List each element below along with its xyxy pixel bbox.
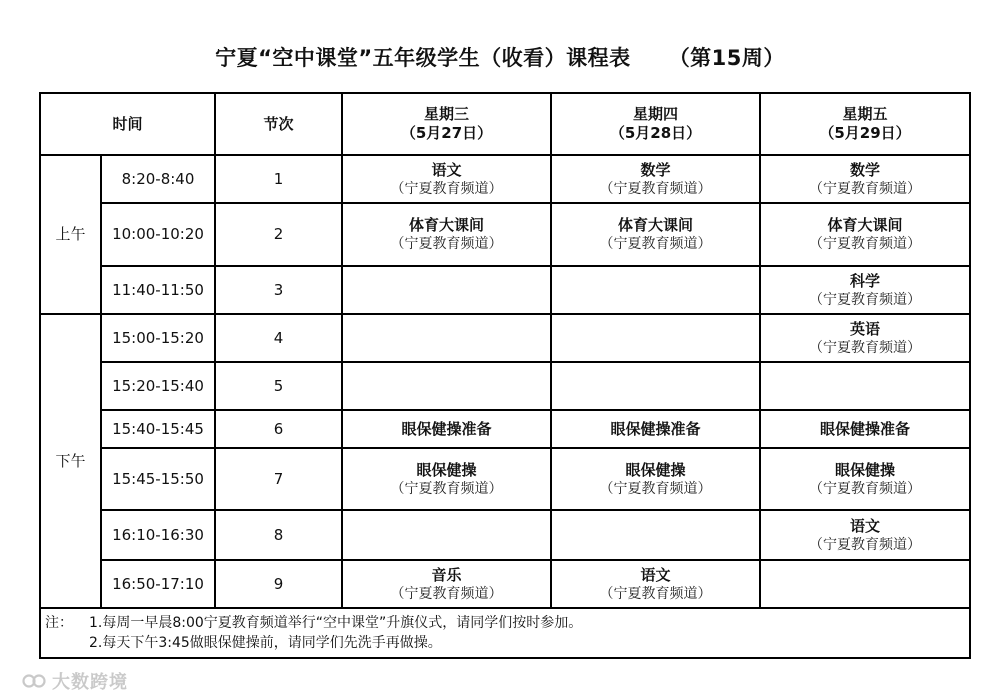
course-cell: [342, 448, 551, 510]
course-subject: 语文: [431, 160, 462, 179]
course-channel: （宁夏教育频道）: [809, 180, 922, 197]
note-line: 1.每周一早晨8:00宁夏教育频道举行“空中课堂”升旗仪式，请同学们按时参加。: [89, 615, 583, 631]
course-cell: [342, 410, 551, 448]
period-cell: 9: [215, 560, 342, 608]
course-cell: [760, 155, 970, 203]
watermark: [22, 668, 128, 694]
time-cell: 15:20-15:40: [101, 362, 215, 410]
table-row: [40, 266, 970, 314]
course-channel: （宁夏教育频道）: [390, 180, 503, 197]
course-subject: 眼保健操准备: [820, 419, 911, 438]
course-subject: 科学: [850, 271, 881, 290]
brand-logo-icon: [22, 672, 48, 690]
course-cell: [760, 266, 970, 314]
course-cell: [342, 510, 551, 560]
course-cell: [760, 510, 970, 560]
header-period: 节次: [215, 93, 342, 155]
course-subject: 眼保健操: [416, 460, 477, 479]
time-cell: 11:40-11:50: [101, 266, 215, 314]
notes-lines: [89, 613, 582, 653]
page-title: [0, 42, 1000, 72]
time-cell: 15:40-15:45: [101, 410, 215, 448]
course-subject: 英语: [850, 319, 881, 338]
table-row: [40, 510, 970, 560]
schedule-table: [39, 92, 971, 659]
course-channel: （宁夏教育频道）: [809, 291, 922, 308]
period-cell: 7: [215, 448, 342, 510]
time-cell: 15:00-15:20: [101, 314, 215, 362]
course-cell: [551, 314, 760, 362]
table-row: [40, 314, 970, 362]
header-row: [40, 93, 970, 155]
course-cell: [551, 448, 760, 510]
course-cell: [551, 266, 760, 314]
period-cell: 1: [215, 155, 342, 203]
course-cell: [760, 410, 970, 448]
course-cell: [551, 203, 760, 266]
time-cell: 16:50-17:10: [101, 560, 215, 608]
course-subject: 眼保健操: [625, 460, 686, 479]
course-channel: （宁夏教育频道）: [809, 536, 922, 553]
period-cell: 5: [215, 362, 342, 410]
course-subject: 眼保健操: [835, 460, 896, 479]
course-channel: （宁夏教育频道）: [809, 480, 922, 497]
header-day-thu: [551, 93, 760, 155]
course-cell: [551, 362, 760, 410]
course-cell: [760, 203, 970, 266]
course-cell: [551, 560, 760, 608]
period-cell: 8: [215, 510, 342, 560]
period-cell: 3: [215, 266, 342, 314]
course-subject: 眼保健操准备: [401, 419, 492, 438]
course-cell: [342, 203, 551, 266]
course-subject: 数学: [850, 160, 881, 179]
course-cell: [760, 362, 970, 410]
course-cell: [760, 560, 970, 608]
course-channel: （宁夏教育频道）: [599, 585, 712, 602]
course-cell: [342, 362, 551, 410]
header-time: 时间: [40, 93, 215, 155]
header-day-name: 星期四: [633, 105, 679, 123]
table-row: [40, 362, 970, 410]
table-row: [40, 448, 970, 510]
course-cell: [551, 155, 760, 203]
course-subject: 眼保健操准备: [610, 419, 701, 438]
course-cell: [760, 448, 970, 510]
table-row: [40, 410, 970, 448]
course-channel: （宁夏教育频道）: [390, 585, 503, 602]
course-subject: 数学: [640, 160, 671, 179]
course-channel: （宁夏教育频道）: [390, 480, 503, 497]
course-cell: [551, 510, 760, 560]
table-row: [40, 560, 970, 608]
table-row: [40, 203, 970, 266]
time-cell: 10:00-10:20: [101, 203, 215, 266]
period-cell: 4: [215, 314, 342, 362]
course-channel: （宁夏教育频道）: [809, 236, 922, 252]
course-cell: [760, 314, 970, 362]
course-channel: （宁夏教育频道）: [390, 236, 503, 252]
header-day-date: （5月27日）: [400, 124, 493, 142]
period-cell: 6: [215, 410, 342, 448]
course-cell: [342, 266, 551, 314]
course-channel: （宁夏教育频道）: [809, 339, 922, 356]
time-cell: 15:45-15:50: [101, 448, 215, 510]
table-row: [40, 155, 970, 203]
header-day-name: 星期三: [424, 105, 470, 123]
time-cell: 16:10-16:30: [101, 510, 215, 560]
course-cell: [342, 155, 551, 203]
time-cell: 8:20-8:40: [101, 155, 215, 203]
period-cell: 2: [215, 203, 342, 266]
header-day-name: 星期五: [842, 105, 888, 123]
course-channel: （宁夏教育频道）: [599, 236, 712, 252]
title-main: 宁夏“空中课堂”五年级学生（收看）课程表: [215, 46, 631, 70]
header-day-date: （5月28日）: [609, 124, 702, 142]
course-channel: （宁夏教育频道）: [599, 480, 712, 497]
course-subject: 体育大课间: [618, 216, 694, 234]
course-subject: 体育大课间: [827, 216, 903, 234]
course-cell: [551, 410, 760, 448]
header-day-wed: [342, 93, 551, 155]
course-subject: 音乐: [431, 565, 462, 584]
course-cell: [342, 560, 551, 608]
watermark-text: 大数跨境: [52, 672, 128, 693]
course-channel: （宁夏教育频道）: [599, 180, 712, 197]
note-line: 2.每天下午3:45做眼保健操前，请同学们先洗手再做操。: [89, 635, 442, 651]
course-subject: 语文: [640, 565, 671, 584]
header-day-fri: [760, 93, 970, 155]
course-subject: 体育大课间: [409, 216, 485, 234]
session-morning: 上午: [40, 155, 101, 314]
course-cell: [342, 314, 551, 362]
header-day-date: （5月29日）: [819, 124, 911, 142]
notes-cell: [40, 608, 970, 658]
session-afternoon: 下午: [40, 314, 101, 608]
title-week: （第15周）: [668, 46, 785, 70]
course-subject: 语文: [850, 516, 881, 535]
notes-label: 注：: [45, 615, 73, 631]
notes-row: [40, 608, 970, 658]
